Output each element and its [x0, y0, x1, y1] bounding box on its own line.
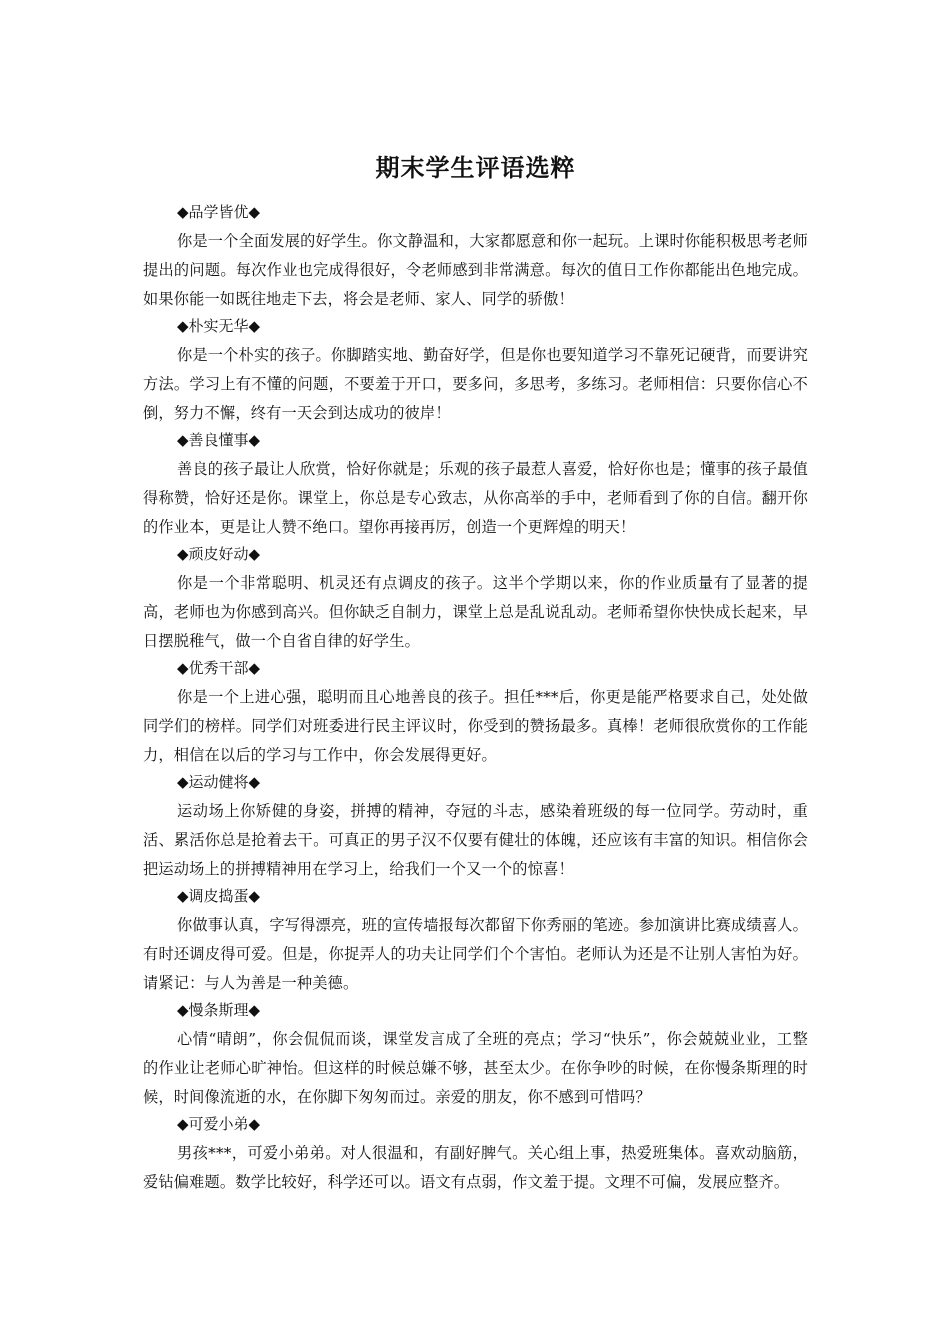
section-heading: ◆可爱小弟◆	[177, 1115, 261, 1133]
document-page	[143, 148, 808, 1197]
page-title: 期末学生评语选粹	[375, 154, 576, 182]
comment-section	[143, 998, 808, 1112]
section-heading: ◆善良懂事◆	[177, 431, 261, 449]
section-heading: ◆优秀干部◆	[177, 659, 261, 677]
section-text: 你是一个上进心强，聪明而且心地善良的孩子。担任***后，你更是能严格要求自己，处处做同学们的榜样。同学们对班委进行民主评议时，你受到的赞扬最多。真棒！老师很欣赏你的工作能力，相信在以后的学习与工作中，你会发展得更好。	[143, 688, 808, 764]
section-text: 善良的孩子最让人欣赏，恰好你就是；乐观的孩子最惹人喜爱，恰好你也是；懂事的孩子最值得称赞，恰好还是你。课堂上，你总是专心致志，从你高举的手中，老师看到了你的自信。翻开你的作业本，更是让人赞不绝口。望你再接再厉，创造一个更辉煌的明天！	[143, 460, 808, 536]
comment-section	[143, 884, 808, 998]
section-text: 你是一个非常聪明、机灵还有点调皮的孩子。这半个学期以来，你的作业质量有了显著的提高，老师也为你感到高兴。但你缺乏自制力，课堂上总是乱说乱动。老师希望你快快成长起来，早日摆脱稚气，做一个自省自律的好学生。	[143, 574, 808, 650]
section-heading: ◆朴实无华◆	[177, 317, 261, 335]
comment-section	[143, 656, 808, 770]
comment-section	[143, 770, 808, 884]
section-text: 你是一个全面发展的好学生。你文静温和，大家都愿意和你一起玩。上课时你能积极思考老师提出的问题。每次作业也完成得很好，令老师感到非常满意。每次的值日工作你都能出色地完成。如果你能一如既往地走下去，将会是老师、家人、同学的骄傲！	[143, 232, 808, 308]
comment-section	[143, 542, 808, 656]
section-text: 运动场上你矫健的身姿，拼搏的精神，夺冠的斗志，感染着班级的每一位同学。劳动时，重活、累活你总是抢着去干。可真正的男子汉不仅要有健壮的体魄，还应该有丰富的知识。相信你会把运动场上的拼搏精神用在学习上，给我们一个又一个的惊喜！	[143, 802, 808, 878]
section-heading: ◆运动健将◆	[177, 773, 261, 791]
section-heading: ◆顽皮好动◆	[177, 545, 261, 563]
section-heading: ◆调皮捣蛋◆	[177, 887, 261, 905]
comment-section	[143, 314, 808, 428]
section-text: 你是一个朴实的孩子。你脚踏实地、勤奋好学，但是你也要知道学习不靠死记硬背，而要讲究方法。学习上有不懂的问题，不要羞于开口，要多问，多思考，多练习。老师相信：只要你信心不倒，努力不懈，终有一天会到达成功的彼岸！	[143, 346, 808, 422]
comment-section	[143, 428, 808, 542]
comment-section	[143, 200, 808, 314]
comment-section	[143, 1112, 808, 1197]
section-text: 你做事认真，字写得漂亮，班的宣传墙报每次都留下你秀丽的笔迹。参加演讲比赛成绩喜人。有时还调皮得可爱。但是，你捉弄人的功夫让同学们个个害怕。老师认为还是不让别人害怕为好。请紧记：与人为善是一种美德。	[143, 916, 808, 992]
section-text: 男孩***，可爱小弟弟。对人很温和，有副好脾气。关心组上事，热爱班集体。喜欢动脑筋，爱钻偏难题。数学比较好，科学还可以。语文有点弱，作文羞于提。文理不可偏，发展应整齐。	[143, 1144, 808, 1191]
section-text: 心情“晴朗”，你会侃侃而谈，课堂发言成了全班的亮点；学习“快乐”，你会兢兢业业，工整的作业让老师心旷神怡。但这样的时候总嫌不够，甚至太少。在你争吵的时候，在你慢条斯理的时候，时间像流逝的水，在你脚下匆匆而过。亲爱的朋友，你不感到可惜吗？	[143, 1030, 808, 1106]
section-heading: ◆慢条斯理◆	[177, 1001, 261, 1019]
section-heading: ◆品学皆优◆	[177, 203, 261, 221]
